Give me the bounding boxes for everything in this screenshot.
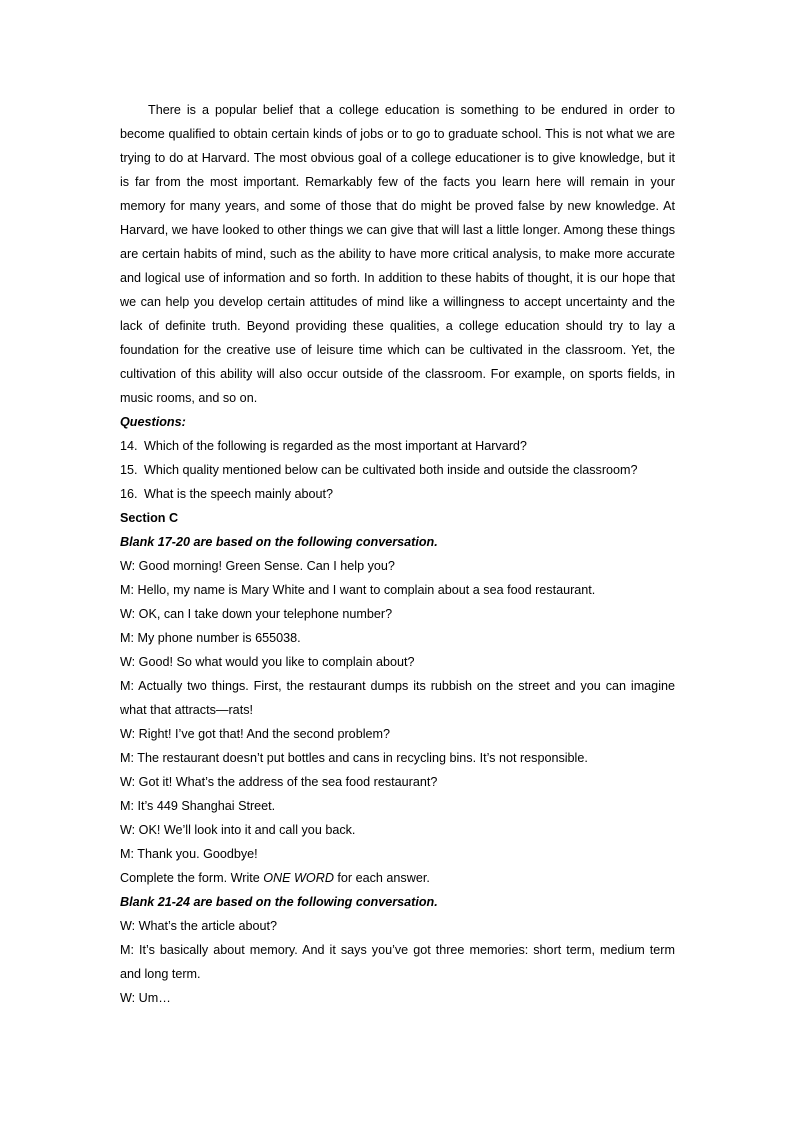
document-page <box>120 98 675 1010</box>
dialogue-line: W: Um… <box>120 991 171 1005</box>
section-heading: Section C <box>120 511 179 525</box>
question-text: What is the speech mainly about? <box>144 487 334 501</box>
question-item <box>120 458 675 482</box>
dialogue-line: M: Hello, my name is Mary White and I want to complain about a sea food restaurant. <box>120 583 596 597</box>
question-item <box>120 434 675 458</box>
dialogue-line: W: Got it! What’s the address of the sea food restaurant? <box>120 775 438 789</box>
question-text: Which quality mentioned below can be cultivated both inside and outside the classroom? <box>144 463 638 477</box>
dialogue-line: W: Good morning! Green Sense. Can I help you? <box>120 559 395 573</box>
dialogue-line: W: OK! We’ll look into it and call you back. <box>120 823 356 837</box>
dialogue-line: M: It’s 449 Shanghai Street. <box>120 799 276 813</box>
dialogue-line: W: OK, can I take down your telephone number? <box>120 607 393 621</box>
dialogue-line: M: Thank you. Goodbye! <box>120 847 258 861</box>
dialogue-line: W: Right! I’ve got that! And the second problem? <box>120 727 390 741</box>
dialogue-line: M: The restaurant doesn’t put bottles and cans in recycling bins. It’s not responsible. <box>120 751 588 765</box>
form-instruction-emphasis: ONE WORD <box>263 871 334 885</box>
question-item <box>120 482 675 506</box>
dialogue-line: W: Good! So what would you like to complain about? <box>120 655 415 669</box>
question-text: Which of the following is regarded as the most important at Harvard? <box>144 439 527 453</box>
dialogue-line: M: My phone number is 655038. <box>120 631 301 645</box>
passage-paragraph: There is a popular belief that a college education is something to be endured in order to become qualified to obtain certain kinds of jobs or to go to graduate school. This is not what we are trying to do at Harvard. The most obvious goal of a college educationer is to give knowledge, but it is far from the most important. Remarkably few of the facts you learn here will remain in your memory for many years, and some of those that do might be proved false by new knowledge. At Harvard, we have looked to other things we can give that will last a little longer. Among these things are certain habits of mind, such as the ability to have more critical analysis, to make more accurate and logical use of information and so forth. In addition to these habits of thought, it is our hope that we can help you develop certain attitudes of mind like a willingness to accept uncertainty and the lack of definite truth. Beyond providing these qualities, a college education should try to lay a foundation for the creative use of leisure time which can be cultivated in the classroom. Yet, the cultivation of this ability will also occur outside of the classroom. For example, on sports fields, in music rooms, and so on. <box>120 103 675 405</box>
question-number: 15. <box>120 463 138 477</box>
blank-instruction: Blank 17-20 are based on the following conversation. <box>120 535 438 549</box>
questions-label: Questions: <box>120 415 186 429</box>
form-instruction <box>120 866 675 890</box>
blank-instruction: Blank 21-24 are based on the following conversation. <box>120 895 438 909</box>
dialogue-line: W: What’s the article about? <box>120 919 278 933</box>
form-instruction-suffix: for each answer. <box>333 871 430 885</box>
form-instruction-prefix: Complete the form. Write <box>120 871 264 885</box>
dialogue-line: M: Actually two things. First, the restaurant dumps its rubbish on the street and you can imagine what that attracts—rats! <box>120 679 675 717</box>
dialogue-line: M: It’s basically about memory. And it says you’ve got three memories: short term, medium term and long term. <box>120 943 675 981</box>
question-number: 14. <box>120 439 138 453</box>
question-number: 16. <box>120 487 138 501</box>
